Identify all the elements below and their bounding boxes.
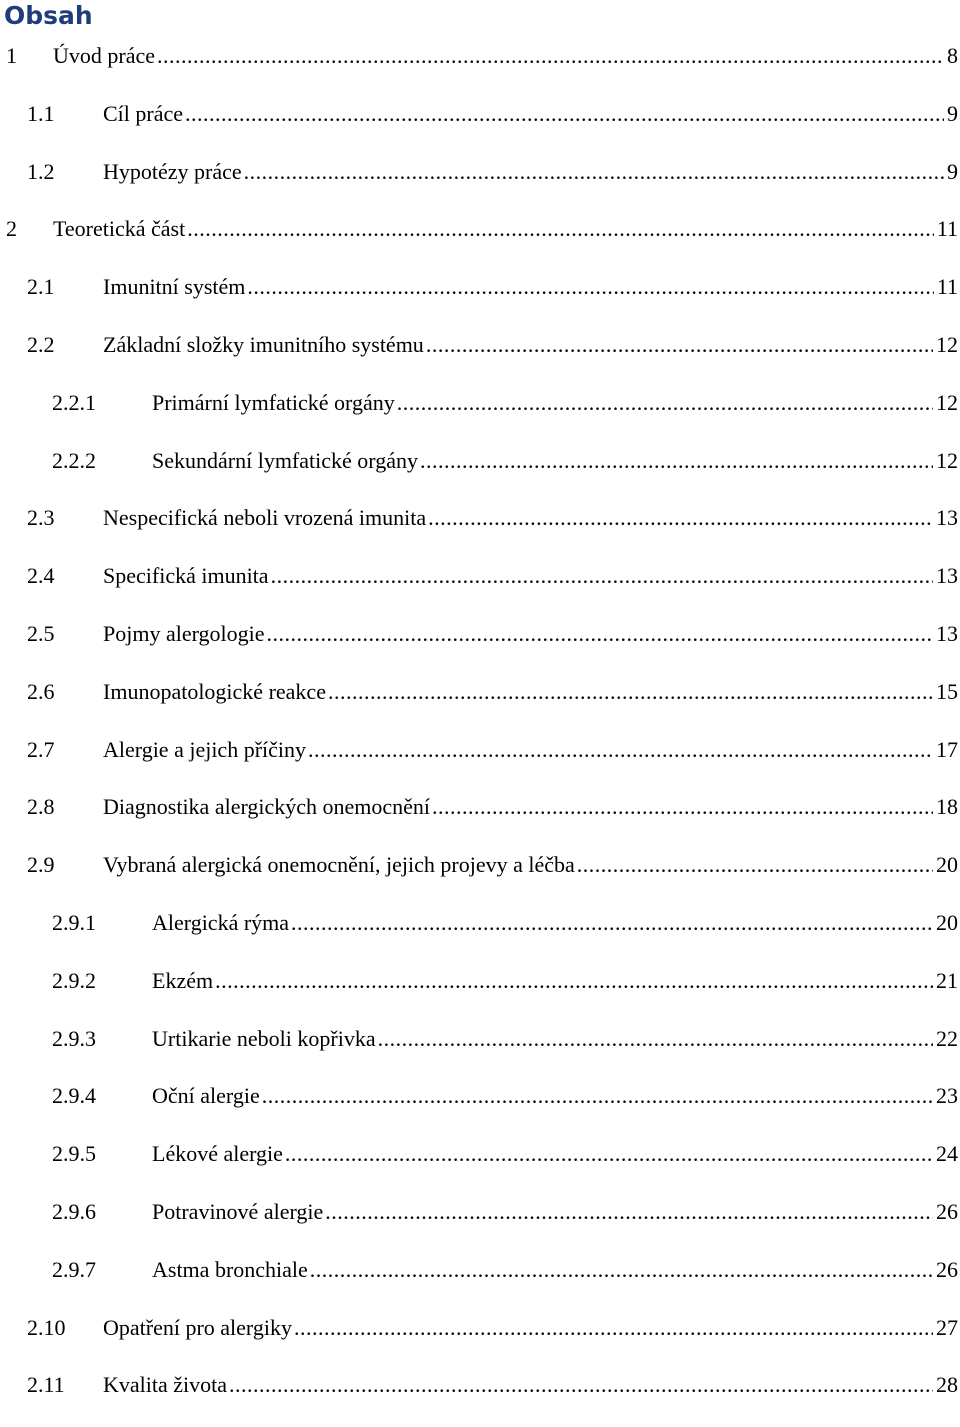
toc-entry-page-number: 15 — [936, 678, 958, 704]
toc-entry-body — [103, 99, 958, 129]
toc-entry-title: Teoretická část — [53, 216, 186, 242]
toc-dot-leader — [187, 214, 934, 244]
toc-entry-page-number: 28 — [936, 1372, 958, 1398]
toc-entry-page-number: 11 — [936, 274, 958, 300]
toc-dot-leader — [432, 792, 933, 822]
toc-entry-body — [103, 1370, 958, 1400]
toc-entry-number: 2.9.4 — [52, 1083, 96, 1109]
toc-entry[interactable] — [0, 271, 960, 329]
toc-entry-page-number: 9 — [947, 158, 958, 184]
toc-entry-title: Primární lymfatické orgány — [152, 389, 395, 415]
toc-dot-leader — [157, 41, 944, 71]
toc-entry-title: Alergie a jejich příčiny — [103, 736, 307, 762]
toc-entry-body — [152, 966, 958, 996]
toc-entry-title: Hypotézy práce — [103, 158, 242, 184]
toc-entry-body — [152, 1024, 958, 1054]
toc-entry-body — [152, 1081, 958, 1111]
toc-entry-body — [152, 1255, 958, 1285]
toc-dot-leader — [247, 272, 933, 302]
toc-entry-title: Imunopatologické reakce — [103, 678, 326, 704]
toc-entry-title: Oční alergie — [152, 1083, 260, 1109]
toc-entry[interactable] — [0, 618, 960, 676]
toc-entry[interactable] — [0, 1138, 960, 1196]
toc-entry-page-number: 11 — [936, 216, 958, 242]
toc-entry-body — [53, 214, 958, 244]
toc-dot-leader — [378, 1024, 933, 1054]
toc-entry-page-number: 23 — [936, 1083, 958, 1109]
toc-entry-number: 2.2 — [27, 331, 55, 357]
toc-entry-body — [103, 735, 958, 765]
toc-dot-leader — [294, 1313, 933, 1343]
toc-entry-number: 1 — [6, 43, 17, 68]
toc-entry-title: Sekundární lymfatické orgány — [152, 447, 418, 473]
toc-entry-page-number: 26 — [936, 1198, 958, 1224]
toc-entry-number: 2.9.5 — [52, 1141, 96, 1167]
toc-entry-page-number: 12 — [936, 331, 958, 357]
toc-entry-title: Nespecifická neboli vrozená imunita — [103, 505, 427, 531]
toc-entry-page-number: 12 — [936, 389, 958, 415]
toc-entry-body — [53, 41, 958, 71]
toc-dot-leader — [308, 735, 933, 765]
toc-entry-title: Vybraná alergická onemocnění, jejich projevy a léčba — [103, 852, 575, 878]
toc-entry[interactable] — [0, 1369, 960, 1427]
toc-entry[interactable] — [0, 1023, 960, 1081]
toc-entry-number: 2.4 — [27, 563, 55, 589]
toc-entry-page-number: 13 — [936, 505, 958, 531]
toc-dot-leader — [244, 157, 944, 187]
toc-entry-body — [103, 850, 958, 880]
toc-entry-title: Potravinové alergie — [152, 1198, 324, 1224]
toc-dot-leader — [420, 446, 933, 476]
toc-entry-page-number: 24 — [936, 1141, 958, 1167]
toc-entry-body — [152, 1197, 958, 1227]
toc-entry-page-number: 17 — [936, 736, 958, 762]
toc-entry-number: 2.9.2 — [52, 967, 96, 993]
toc-entry[interactable] — [0, 40, 960, 98]
toc-entry-page-number: 9 — [947, 100, 958, 126]
toc-entry-number: 2.10 — [27, 1314, 66, 1340]
toc-entry-number: 2.3 — [27, 505, 55, 531]
toc-entry-title: Specifická imunita — [103, 563, 269, 589]
toc-dot-leader — [325, 1197, 933, 1227]
toc-entry[interactable] — [0, 387, 960, 445]
toc-entry-title: Lékové alergie — [152, 1141, 283, 1167]
toc-entry-body — [103, 677, 958, 707]
toc-entry-page-number: 27 — [936, 1314, 958, 1340]
toc-entry[interactable] — [0, 1080, 960, 1138]
toc-entry-page-number: 18 — [936, 794, 958, 820]
toc-entry-page-number: 20 — [936, 909, 958, 935]
toc-entry-number: 1.1 — [27, 100, 55, 126]
toc-entry-page-number: 22 — [936, 1025, 958, 1051]
toc-entry-number: 2.8 — [27, 794, 55, 820]
toc-entry[interactable] — [0, 560, 960, 618]
toc-entry-page-number: 26 — [936, 1256, 958, 1282]
toc-entry-number: 2.9.6 — [52, 1198, 96, 1224]
toc-entry-title: Astma bronchiale — [152, 1256, 308, 1282]
toc-entry[interactable] — [0, 329, 960, 387]
toc-entry-title: Cíl práce — [103, 100, 184, 126]
toc-dot-leader — [577, 850, 933, 880]
toc-entry-page-number: 12 — [936, 447, 958, 473]
toc-dot-leader — [397, 388, 933, 418]
toc-entry-title: Ekzém — [152, 967, 214, 993]
toc-entry-number: 2.9.1 — [52, 909, 96, 935]
toc-entry[interactable] — [0, 907, 960, 965]
toc-entry-page-number: 13 — [936, 563, 958, 589]
toc-entry[interactable] — [0, 445, 960, 503]
toc-entry-body — [103, 619, 958, 649]
toc-entry-body — [103, 503, 958, 533]
toc-entry[interactable] — [0, 849, 960, 907]
toc-entry-body — [103, 792, 958, 822]
toc-entry-body — [103, 272, 958, 302]
toc-entry-number: 2.1 — [27, 274, 55, 300]
toc-entry-title: Pojmy alergologie — [103, 620, 265, 646]
toc-dot-leader — [185, 99, 944, 129]
toc-dot-leader — [428, 503, 933, 533]
toc-entry[interactable] — [0, 156, 960, 214]
toc-entry-body — [152, 446, 958, 476]
toc-entry-title: Opatření pro alergiky — [103, 1314, 292, 1340]
toc-entry-title: Úvod práce — [53, 43, 156, 68]
toc-entry-body — [103, 330, 958, 360]
toc-entry[interactable] — [0, 965, 960, 1023]
toc-entry-number: 2 — [6, 216, 17, 242]
toc-dot-leader — [267, 619, 933, 649]
toc-dot-leader — [271, 561, 933, 591]
toc-entry-number: 2.9 — [27, 852, 55, 878]
toc-entry[interactable] — [0, 1254, 960, 1312]
table-of-contents — [0, 40, 960, 1427]
toc-dot-leader — [291, 908, 933, 938]
toc-entry-number: 2.6 — [27, 678, 55, 704]
toc-entry-number: 2.9.7 — [52, 1256, 96, 1282]
toc-entry-page-number: 21 — [936, 967, 958, 993]
toc-dot-leader — [426, 330, 933, 360]
toc-entry-body — [103, 1313, 958, 1343]
toc-entry[interactable] — [0, 734, 960, 792]
toc-entry-title: Základní složky imunitního systému — [103, 331, 424, 357]
toc-entry-page-number: 13 — [936, 620, 958, 646]
toc-entry[interactable] — [0, 98, 960, 156]
toc-entry[interactable] — [0, 1196, 960, 1254]
toc-entry-body — [152, 388, 958, 418]
toc-entry-number: 2.2.1 — [52, 389, 96, 415]
toc-entry-number: 2.11 — [27, 1372, 65, 1398]
toc-entry-title: Alergická rýma — [152, 909, 290, 935]
toc-entry-number: 2.9.3 — [52, 1025, 96, 1051]
toc-entry-title: Diagnostika alergických onemocnění — [103, 794, 431, 820]
toc-entry-number: 1.2 — [27, 158, 55, 184]
toc-entry[interactable] — [0, 676, 960, 734]
toc-dot-leader — [285, 1139, 933, 1169]
toc-entry-body — [152, 908, 958, 938]
toc-entry-page-number: 8 — [947, 43, 958, 68]
toc-dot-leader — [229, 1370, 933, 1400]
toc-dot-leader — [215, 966, 933, 996]
toc-entry-title: Imunitní systém — [103, 274, 246, 300]
toc-entry[interactable] — [0, 1312, 960, 1370]
toc-entry-title: Urtikarie neboli kopřivka — [152, 1025, 376, 1051]
toc-entry[interactable] — [0, 502, 960, 560]
toc-entry-body — [103, 561, 958, 591]
toc-dot-leader — [328, 677, 933, 707]
toc-entry-body — [152, 1139, 958, 1169]
page-title: Obsah — [4, 1, 93, 30]
toc-entry[interactable] — [0, 791, 960, 849]
toc-dot-leader — [310, 1255, 933, 1285]
toc-dot-leader — [262, 1081, 933, 1111]
toc-entry-body — [103, 157, 958, 187]
toc-entry-number: 2.2.2 — [52, 447, 96, 473]
toc-entry-title: Kvalita života — [103, 1372, 228, 1398]
toc-entry[interactable] — [0, 213, 960, 271]
toc-entry-number: 2.5 — [27, 620, 55, 646]
toc-entry-page-number: 20 — [936, 852, 958, 878]
toc-entry-number: 2.7 — [27, 736, 55, 762]
